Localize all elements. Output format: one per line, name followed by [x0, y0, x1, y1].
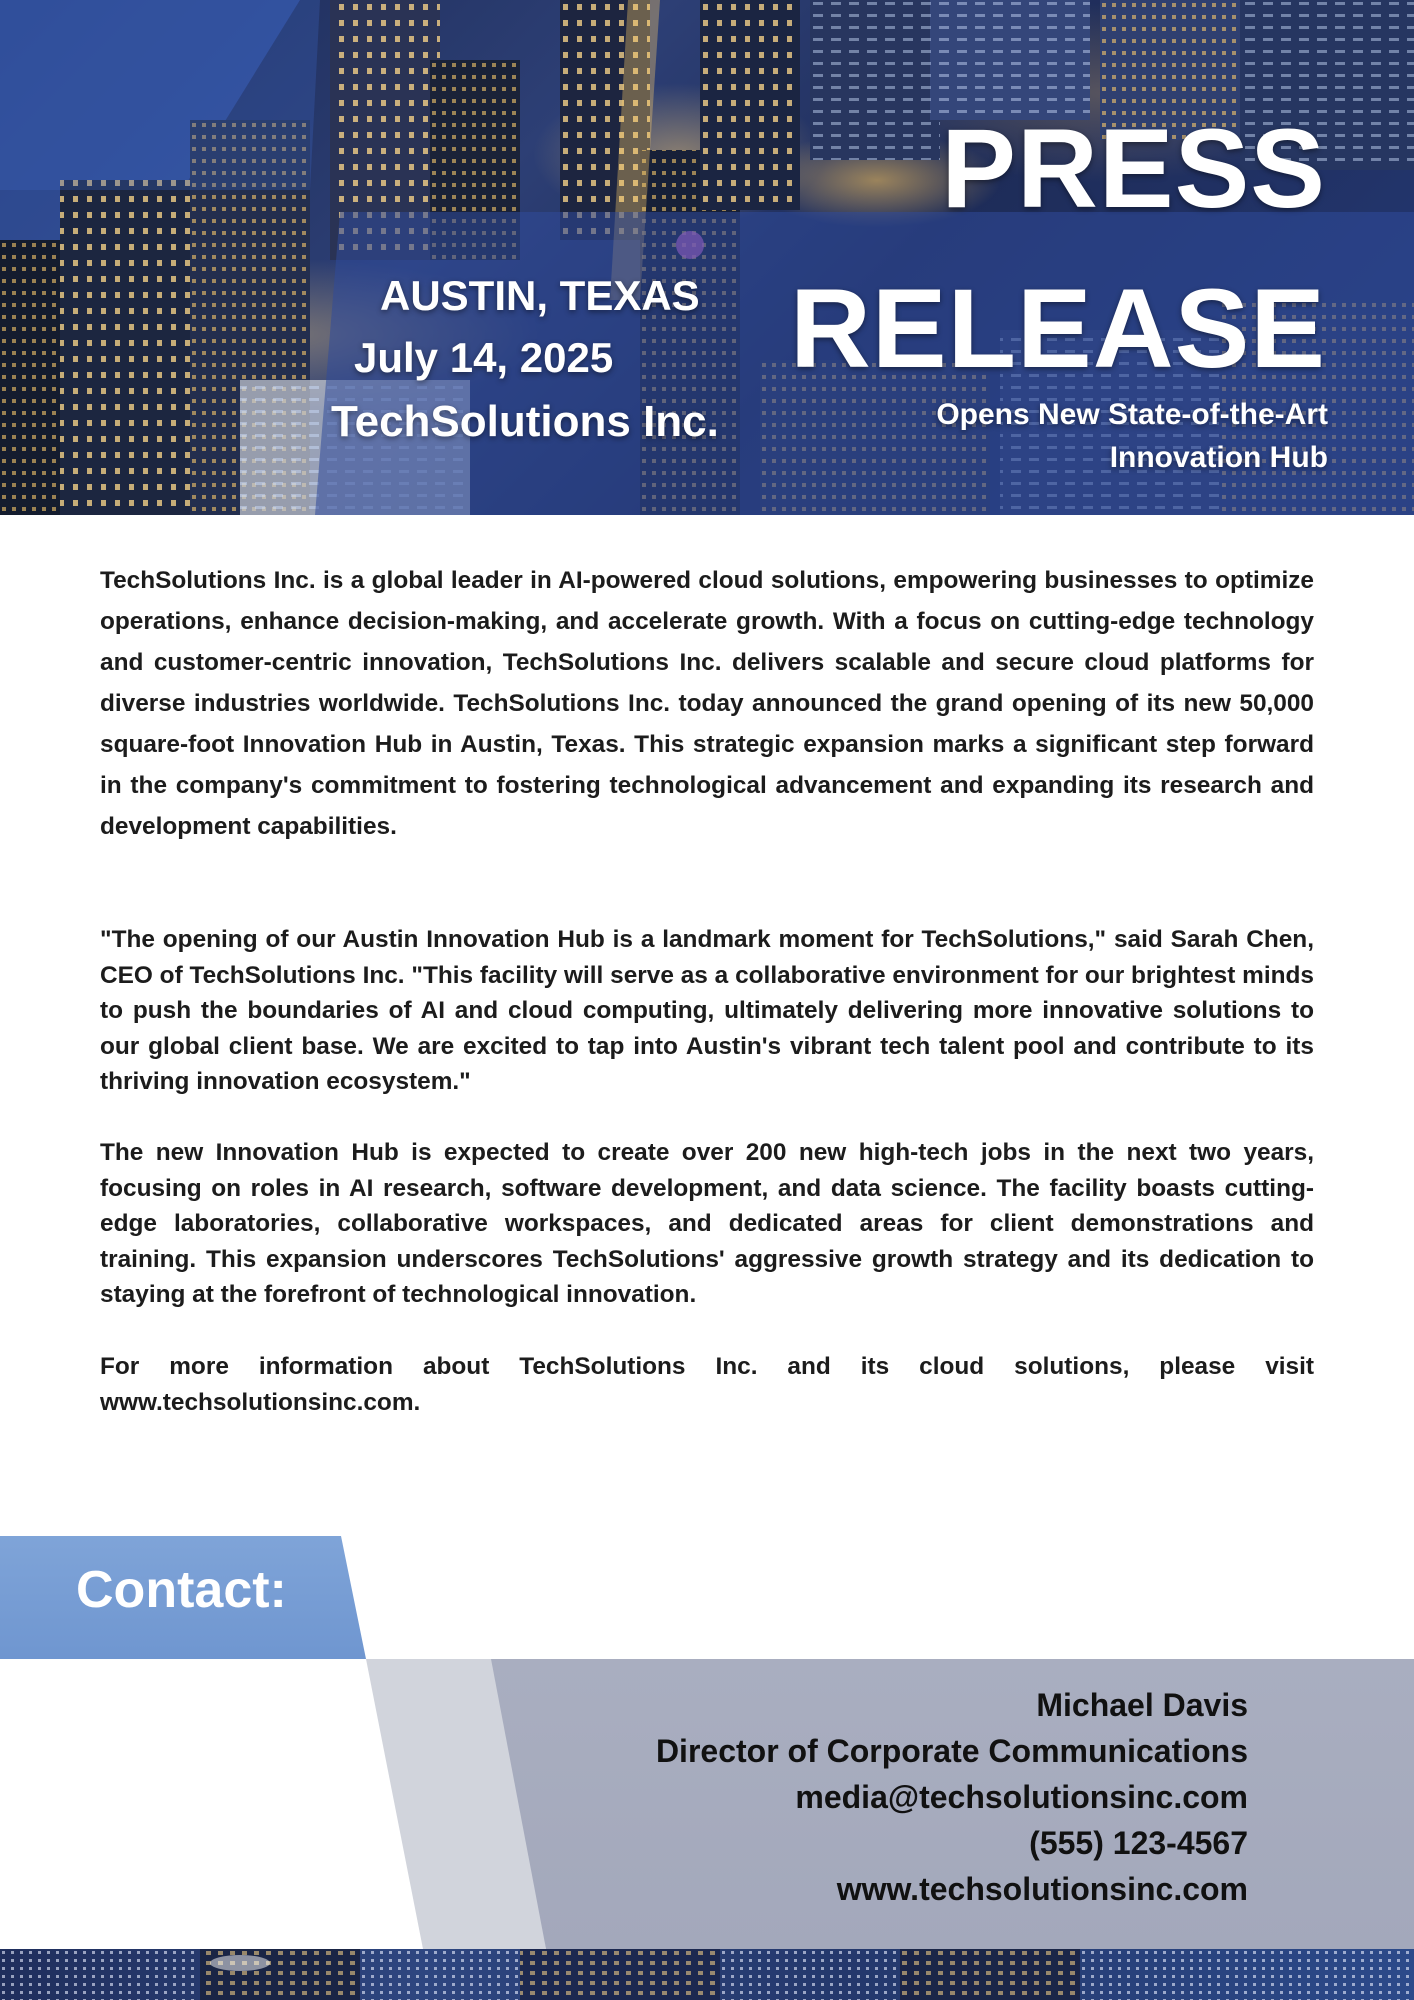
- press-title-line2: RELEASE: [790, 266, 1326, 391]
- contact-title: Director of Corporate Communications: [655, 1733, 1248, 1769]
- header-banner: [0, 0, 1414, 515]
- paragraph-details: The new Innovation Hub is expected to create over 200 new high-tech jobs in the next two years, focusing on roles in AI research, software development, and data science. The facility boasts cutting-edge laboratories, collaborative workspaces, and dedicated areas for client demonstrations and training. This expansion underscores TechSolutions' aggressive growth strategy and its dedication to staying at the forefront of technological innovation.: [100, 1139, 1314, 1309]
- paragraph-quote: "The opening of our Austin Innovation Hub is a landmark moment for TechSolutions," said Sarah Chen, CEO of TechSolutions Inc. "This facility will serve as a collaborative environment for our brightest minds to push the boundaries of AI and cloud computing, ultimately delivering more innovative solutions to our global client base. We are excited to tap into Austin's vibrant tech talent pool and contribute to its thriving innovation ecosystem.": [100, 926, 1314, 1096]
- location-label: AUSTIN, TEXAS: [380, 272, 700, 319]
- subtitle-line1: Opens New State-of-the-Art: [936, 398, 1328, 431]
- contact-website[interactable]: www.techsolutionsinc.com: [836, 1871, 1248, 1907]
- contact-name: Michael Davis: [1036, 1687, 1248, 1723]
- press-title-line1: PRESS: [941, 106, 1326, 231]
- paragraph-more-info: For more information about TechSolutions Inc. and its cloud solutions, please visit www.techsolutionsinc.com.: [100, 1353, 1314, 1416]
- footer-city-strip: [0, 1949, 1414, 2000]
- date-label: July 14, 2025: [354, 334, 614, 381]
- paragraph-intro: TechSolutions Inc. is a global leader in AI-powered cloud solutions, empowering businesses to optimize operations, enhance decision-making, and accelerate growth. With a focus on cutting-edge technology and customer-centric innovation, TechSolutions Inc. delivers scalable and secure cloud platforms for diverse industries worldwide. TechSolutions Inc. today announced the grand opening of its new 50,000 square-foot Innovation Hub in Austin, Texas. This strategic expansion marks a significant step forward in the company's commitment to fostering technological advancement and expanding its research and development capabilities.: [100, 567, 1314, 840]
- footer-skyline-image: [0, 1949, 1414, 2000]
- contact-heading: Contact:: [76, 1561, 287, 1619]
- subtitle-line2: Innovation Hub: [1109, 441, 1328, 474]
- contact-email[interactable]: media@techsolutionsinc.com: [795, 1779, 1248, 1815]
- contact-phone[interactable]: (555) 123-4567: [1029, 1825, 1248, 1861]
- company-name: TechSolutions Inc.: [331, 397, 719, 446]
